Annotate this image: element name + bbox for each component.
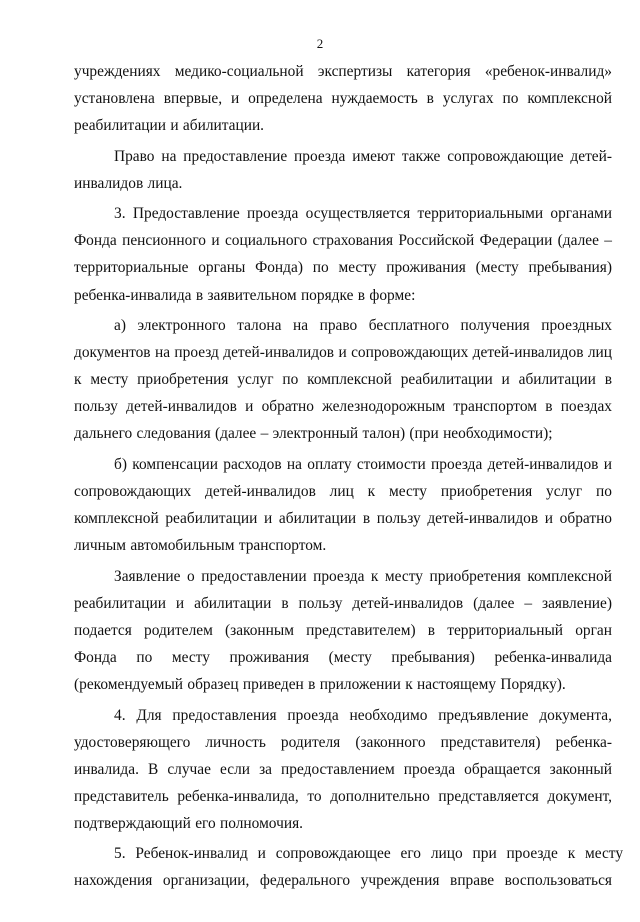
paragraph-subitem-b: б) компенсации расходов на оплату стоимости проезда детей-инвалидов и сопровождающих детей-инвалидов лиц к месту приобретения услуг по комплексной реабилитации и абилитации в пользу детей-инвалидов и обратно личным автомобильным транспортом. <box>74 455 612 555</box>
paragraph-accompanying-persons: Право на предоставление проезда имеют также сопровождающие детей-инвалидов лица. <box>74 147 612 192</box>
paragraph-subitem-a: а) электронного талона на право бесплатного получения проездных документов на проезд детей-инвалидов и сопровождающих детей-инвалидов лиц к месту приобретения услуг по комплексной реабилитации и абилитации в пользу детей-инвалидов и обратно железнодорожным транспортом в поездах дальнего следования (далее – электронный талон) (при необходимости); <box>74 317 612 443</box>
paragraph-item-5-line-1: 5. Ребенок-инвалид и сопровождающее его лицо при проезде к месту <box>114 845 624 863</box>
paragraph-item-4: 4. Для предоставления проезда необходимо предъявление документа, удостоверяющего личность родителя (законного представителя) ребенка-инвалида. В случае если за предоставлением проезда обращается законный представитель ребенка-инвалида, то дополнительно представляется документ, подтверждающий его полномочия. <box>74 706 612 832</box>
page-number: 2 <box>316 36 324 51</box>
paragraph-item-3: 3. Предоставление проезда осуществляется территориальными органами Фонда пенсионного и социального страхования Российской Федерации (далее – территориальные органы Фонда) по месту проживания (месту пребывания) ребенка-инвалида в заявительном порядке в форме: <box>74 205 612 304</box>
paragraph-application: Заявление о предоставлении проезда к месту приобретения комплексной реабилитации и абилитации в пользу детей-инвалидов (далее – заявление) подается родителем (законным представителем) в территориальный орган Фонда по месту проживания (месту пребывания) ребенка-инвалида (рекомендуемый образец приведен в приложении к настоящему Порядку). <box>74 567 612 694</box>
paragraph-item-5-line-2: нахождения организации, федерального учреждения вправе воспользоваться <box>74 872 612 890</box>
document-body <box>74 58 624 898</box>
paragraph-continuation: учреждениях медико-социальной экспертизы категория «ребенок-инвалид» установлена впервые, и определена нуждаемость в услугах по комплексной реабилитации и абилитации. <box>74 63 612 135</box>
